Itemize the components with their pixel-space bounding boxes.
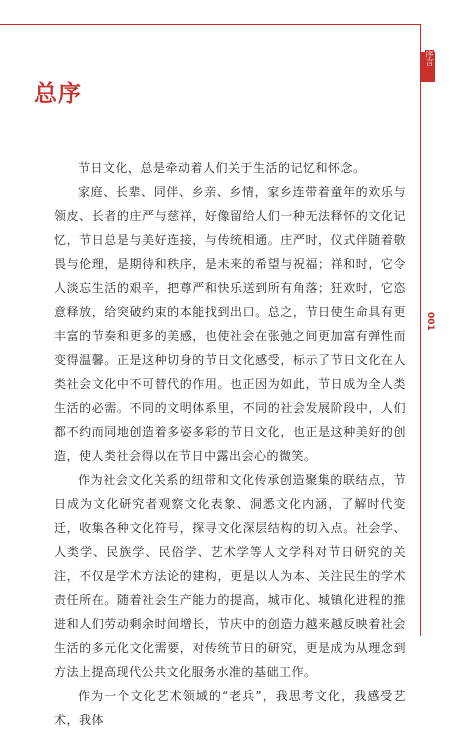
side-rule (420, 24, 421, 636)
paragraph-3: 作为社会文化关系的纽带和文化传承创造聚集的联结点，节日成为文化研究者观察文化表象、洞悉文化内涵，了解时代变迁，收集各种文化符号，探寻文化深层结构的切入点。社会学、人类学、民族学、民俗学、艺术学等人文学科对节日研究的关注，不仅是学术方法论的建构，更是以人为本、关注民生的学术责任所在。随着社会生产能力的提高，城市化、城镇化进程的推进和人们劳动剩余时间增长，节庆中的创造力越来越反映着社会生活的多元化文化需要，对传统节日的研究，更是成为从理念到方法上提高现代公共文化服务水准的基础工作。 (54, 473, 406, 679)
side-tab-label (422, 50, 434, 66)
top-rule (0, 24, 420, 25)
paragraph-4: 作为一个文化艺术领域的“老兵”，我思考文化，我感受艺术，我体 (54, 689, 406, 727)
paragraph-2: 家庭、长辈、同伴、乡亲、乡情，家乡连带着童年的欢乐与领皮、长者的庄严与慈祥，好像留给人们一种无法释怀的文化记忆，节日总是与美好连接，与传统相通。庄严时，仪式伴随着敬畏与伦理，是期待和秩序，是未来的希望与祝福；祥和时，它令人淡忘生活的艰辛，把尊严和快乐送到所有角落；狂欢时，它恣意释放，给突破约束的本能找到出口。总之，节日使生命具有更丰富的节奏和更多的美感，也使社会在张弛之间更加富有弹性而变得温馨。正是这种切身的节日文化感受，标示了节日文化在人类社会文化中不可替代的作用。也正因为如此，节日成为全人类生活的必需。不同的文明体系里，不同的社会发展阶段中，人们都不约而同地创造着多姿多彩的节日文化，也正是这种美好的创造，使人类社会得以在节日中露出会心的微笑。 (54, 185, 406, 463)
body-text (54, 156, 406, 732)
page-title: 总序 (34, 81, 82, 108)
page-number: 001 (425, 312, 435, 331)
paragraph-1: 节日文化，总是牵动着人们关于生活的记忆和怀念。 (78, 161, 366, 175)
side-tab-label-text: 序言 (425, 50, 434, 66)
